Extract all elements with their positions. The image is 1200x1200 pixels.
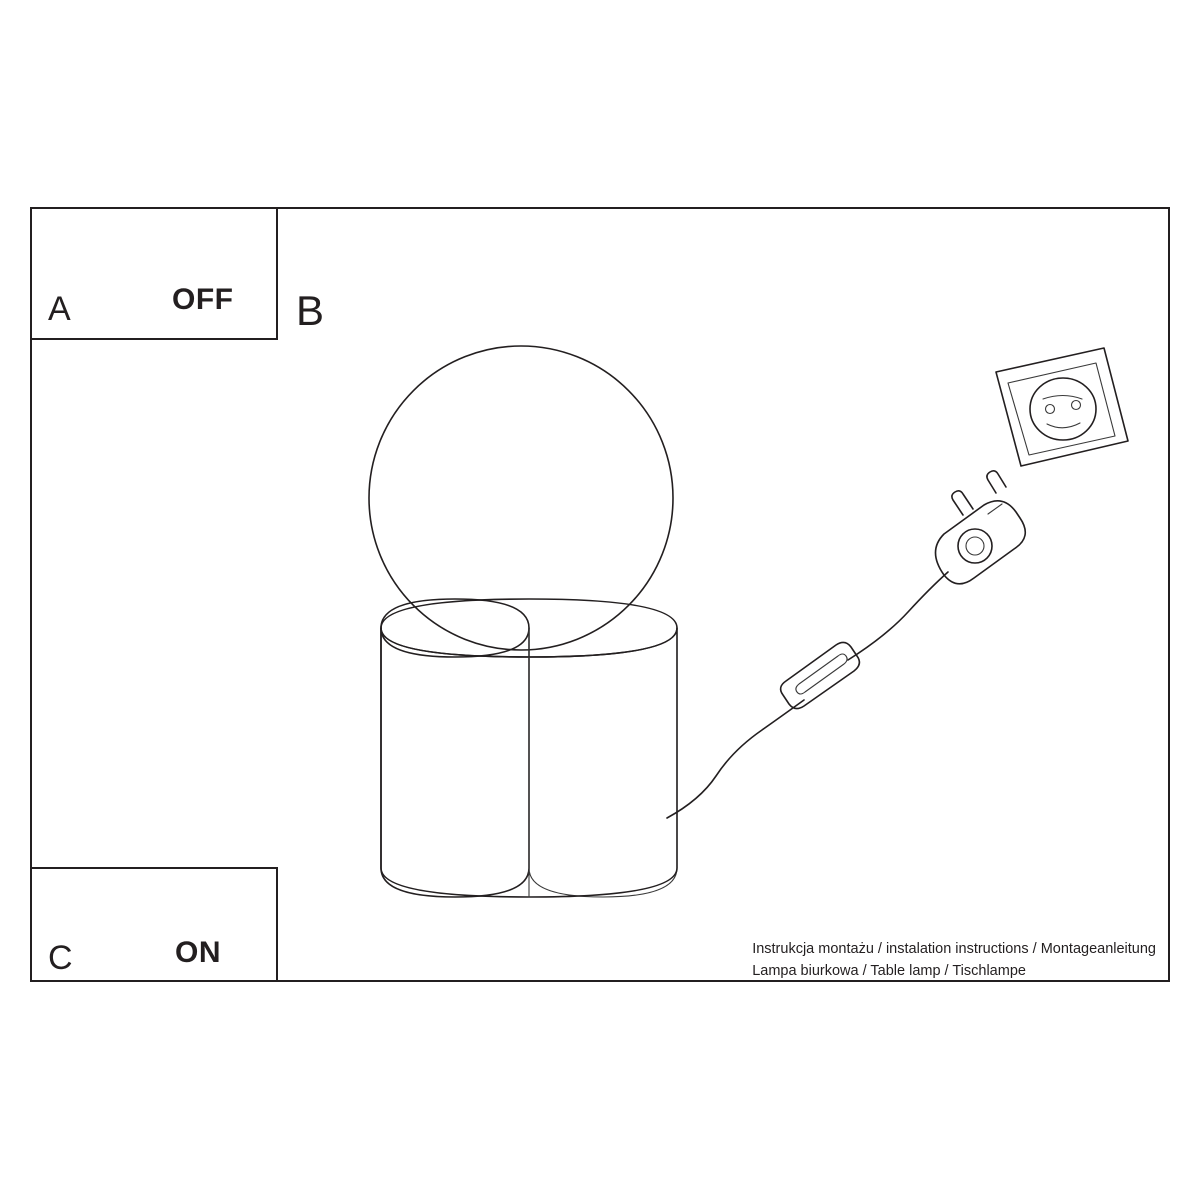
step-label-on: ON (175, 936, 221, 969)
step-letter-a: A (48, 290, 71, 328)
caption-line-1: Instrukcja montażu / instalation instructions / Montageanleitung (752, 941, 1156, 957)
step-letter-c: C (48, 939, 73, 977)
step-letter-b: B (296, 287, 325, 334)
step-label-off: OFF (172, 283, 234, 316)
caption-block (752, 938, 1156, 982)
caption-line-2: Lampa biurkowa / Table lamp / Tischlampe (752, 963, 1026, 979)
